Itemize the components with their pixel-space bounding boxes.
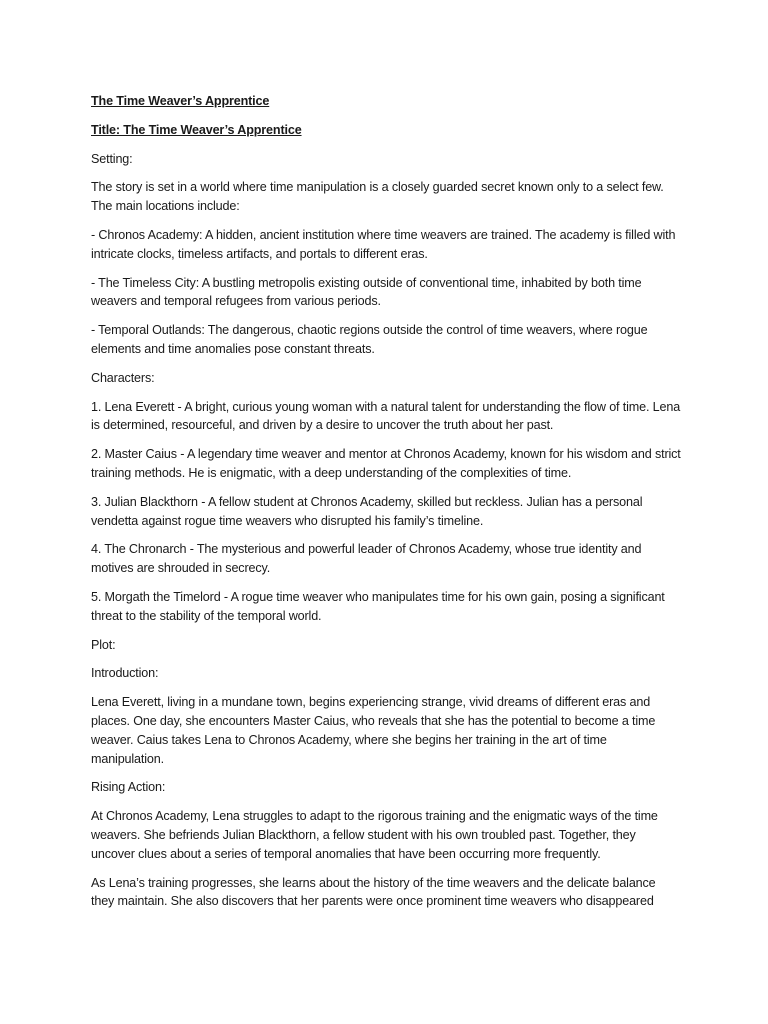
paragraph-characters-label: Characters: [91,370,155,385]
paragraph-character-julian: 3. Julian Blackthorn - A fellow student at Chronos Academy, skilled but reckless. Julian has a personal vendetta against rogue time weavers who disrupted his family’s timeline. [91,494,643,528]
paragraph-setting-intro: The story is set in a world where time manipulation is a closely guarded secret known only to a select few. The main locations include: [91,180,664,214]
document-page [91,92,681,921]
paragraph-character-chronarch: 4. The Chronarch - The mysterious and powerful leader of Chronos Academy, whose true identity and motives are shrouded in secrecy. [91,542,642,576]
paragraph-rising-action-text-1: At Chronos Academy, Lena struggles to adapt to the rigorous training and the enigmatic ways of the time weavers. She befriends Julian Blackthorn, a fellow student with his own troubled past. Together, they uncover clues about a series of temporal anomalies that have been occurring more frequently. [91,809,658,861]
paragraph-plot-label: Plot: [91,637,116,652]
paragraph-introduction-label: Introduction: [91,666,159,681]
paragraph-character-lena: 1. Lena Everett - A bright, curious young woman with a natural talent for understanding the flow of time. Lena is determined, resourceful, and driven by a desire to uncover the truth about her past. [91,399,681,433]
paragraph-location-chronos-academy: - Chronos Academy: A hidden, ancient institution where time weavers are trained. The academy is filled with intricate clocks, timeless artifacts, and portals to different eras. [91,227,676,261]
paragraph-location-temporal-outlands: - Temporal Outlands: The dangerous, chaotic regions outside the control of time weavers, where rogue elements and time anomalies pose constant threats. [91,323,648,356]
paragraph-location-timeless-city: - The Timeless City: A bustling metropolis existing outside of conventional time, inhabited by both time weavers and temporal refugees from various periods. [91,275,642,309]
paragraph-rising-action-label: Rising Action: [91,780,166,795]
paragraph-character-morgath: 5. Morgath the Timelord - A rogue time weaver who manipulates time for his own gain, posing a significant threat to the stability of the temporal world. [91,589,665,623]
paragraph-setting-label: Setting: [91,151,133,166]
paragraph-character-caius: 2. Master Caius - A legendary time weaver and mentor at Chronos Academy, known for his wisdom and strict training methods. He is enigmatic, with a deep understanding of the complexities of time. [91,447,681,480]
paragraph-rising-action-text-2: As Lena’s training progresses, she learns about the history of the time weavers and the delicate balance they maintain. She also discovers that her parents were once prominent time weavers who disappeared [91,875,656,909]
document-heading: The Time Weaver’s Apprentice [91,94,270,108]
document-title-line: Title: The Time Weaver’s Apprentice [91,122,302,137]
paragraph-introduction-text: Lena Everett, living in a mundane town, begins experiencing strange, vivid dreams of different eras and places. One day, she encounters Master Caius, who reveals that she has the potential to become a time weaver. Caius takes Lena to Chronos Academy, where she begins her training in the art of time manipulation. [91,695,656,766]
